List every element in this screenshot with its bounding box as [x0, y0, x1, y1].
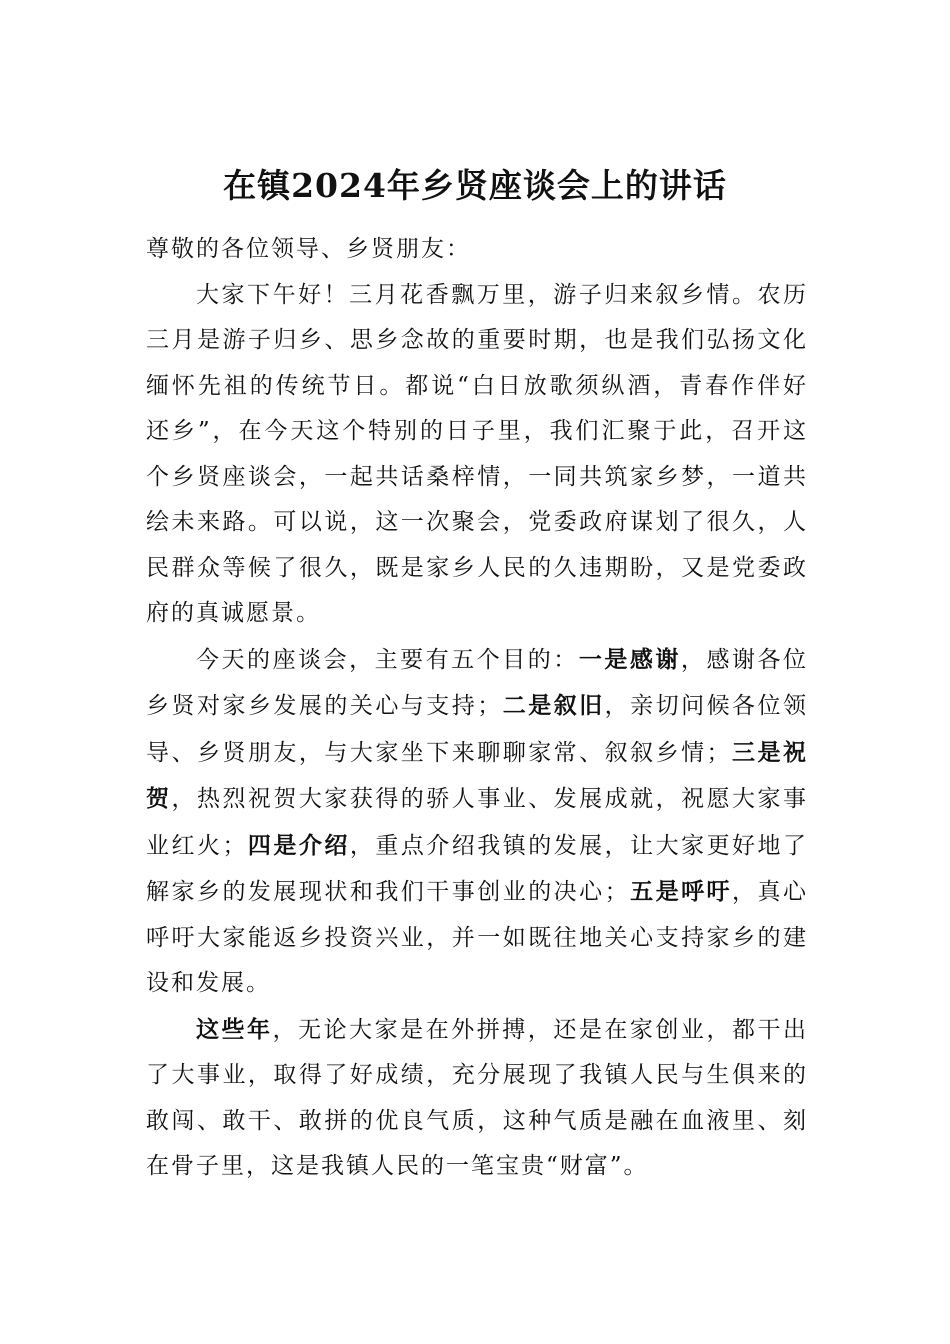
paragraph-greeting: 大家下午好！三月花香飘万里，游子归来叙乡情。农历三月是游子归乡、思乡念故的重要时期，也是我们弘扬文化缅怀先祖的传统节日。都说“白日放歌须纵酒，青春作伴好还乡”，在今天这个特别的日子里，我们汇聚于此，召开这个乡贤座谈会，一起共话桑梓情，一同共筑家乡梦，一道共绘未来路。可以说，这一次聚会，党委政府谋划了很久，人民群众等候了很久，既是家乡人民的久违期盼，又是党委政府的真诚愿景。	[146, 281, 808, 626]
purpose-3-text: ，热烈祝贺大家获得的骄人事业、发展成就，祝愿大家事业红火；	[146, 786, 809, 859]
document-body	[146, 227, 808, 1190]
purpose-1-text: ，感谢各位乡贤对家乡发展的关心与支持；	[146, 646, 809, 719]
paragraph-purposes	[146, 637, 808, 1007]
salutation: 尊敬的各位领导、乡贤朋友：	[146, 236, 471, 262]
purpose-4-text: ，重点介绍我镇的发展，让大家更好地了解家乡的发展现状和我们干事创业的决心；	[146, 832, 809, 905]
purpose-5-text: ，真心呼吁大家能返乡投资兴业，并一如既往地关心支持家乡的建设和发展。	[146, 879, 809, 996]
purpose-4-heading: 四是介绍	[247, 831, 350, 859]
purpose-1-heading: 一是感谢	[578, 645, 681, 673]
purpose-2-heading: 二是叙旧	[502, 692, 605, 719]
document-title: 在镇2024年乡贤座谈会上的讲话	[223, 166, 727, 205]
purpose-5-heading: 五是呼吁	[629, 878, 733, 905]
achievements-lead: 这些年	[196, 1015, 273, 1043]
purpose-2-text: ，亲切问候各位领导、乡贤朋友，与大家坐下来聊聊家常、叙叙乡情；	[146, 693, 809, 766]
purposes-intro: 今天的座谈会，主要有五个目的：	[196, 646, 579, 673]
achievements-text: ，无论大家是在外拼搏，还是在家创业，都干出了大事业，取得了好成绩，充分展现了我镇人民与生俱来的敢闯、敢干、敢拼的优良气质，这种气质是融在血液里、刻在骨子里，这是我镇人民的一笔宝贵“财富”。	[146, 1016, 809, 1179]
paragraph-achievements	[146, 1007, 808, 1190]
purpose-3-heading: 三是祝贺	[146, 738, 809, 812]
